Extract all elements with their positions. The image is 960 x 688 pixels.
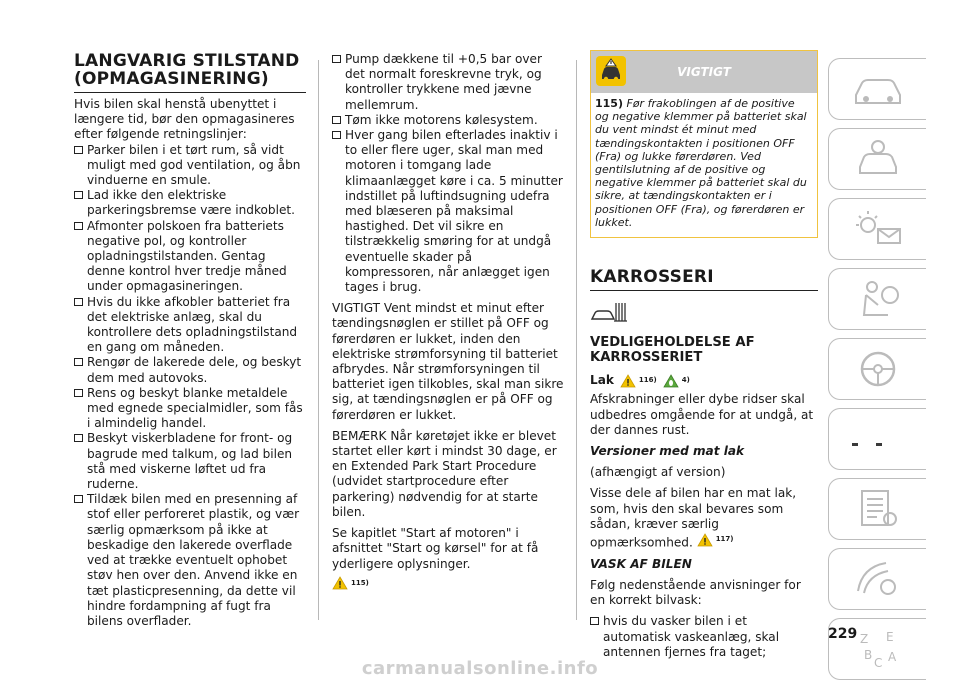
column-divider bbox=[318, 60, 319, 620]
important-box-title: VIGTIGT bbox=[677, 65, 731, 79]
section-title-body: KARROSSERI bbox=[590, 268, 818, 291]
tab-warning-lights[interactable] bbox=[828, 198, 926, 260]
steering-wheel-icon bbox=[842, 345, 914, 393]
chapter-tabs bbox=[828, 58, 926, 688]
car-wash-icon bbox=[590, 301, 628, 325]
column-divider bbox=[576, 60, 577, 620]
checkbox-bullet-icon bbox=[590, 617, 599, 625]
checkbox-bullet-icon bbox=[74, 222, 83, 230]
tab-service[interactable] bbox=[828, 408, 926, 470]
svg-text:B: B bbox=[863, 648, 872, 662]
airbag-seat-icon bbox=[842, 275, 914, 323]
car-wash-symbol bbox=[590, 301, 818, 329]
warning-reference[interactable] bbox=[332, 576, 564, 595]
svg-text:C: C bbox=[873, 656, 882, 670]
column-left bbox=[74, 52, 306, 629]
column-middle bbox=[332, 52, 564, 595]
checkbox-bullet-icon bbox=[74, 389, 83, 397]
checkbox-bullet-icon bbox=[332, 131, 341, 139]
paint-text: Afskrabninger eller dybe ridser skal udbedres omgående for at undgå, at der dannes rust. bbox=[590, 392, 814, 437]
checkbox-bullet-icon bbox=[74, 191, 83, 199]
warning-triangle-icon bbox=[332, 576, 348, 590]
dashboard-icon bbox=[842, 65, 914, 113]
watermark-text: carmanualsonline.info bbox=[361, 658, 599, 679]
section-title-storage: LANGVARIG STILSTAND (OPMAGASINERING) bbox=[74, 52, 306, 93]
important-box-body bbox=[591, 93, 817, 237]
tab-seats[interactable] bbox=[828, 268, 926, 330]
wash-heading: VASK AF BILEN bbox=[590, 556, 692, 571]
checkbox-bullet-icon bbox=[74, 298, 83, 306]
list-item: Pump dækkene til +0,5 bar over det normalt foreskrevne tryk, og kontroller trykkene med jævne mellemrum. bbox=[332, 52, 564, 113]
tab-safety[interactable] bbox=[828, 128, 926, 190]
matte-heading: Versioner med mat lak bbox=[590, 444, 745, 459]
svg-text:Z: Z bbox=[859, 632, 868, 646]
checkbox-bullet-icon bbox=[332, 116, 341, 124]
checkbox-bullet-icon bbox=[74, 358, 83, 366]
warning-reference[interactable]: 117) bbox=[697, 532, 734, 547]
technical-data-icon bbox=[842, 485, 914, 533]
list-item: Rens og beskyt blanke metaldele med egnede specialmidler, som fås i almindelig handel. bbox=[74, 386, 306, 432]
list-item: Lad ikke den elektriske parkeringsbremse være indkoblet. bbox=[74, 188, 306, 218]
matte-text: Visse dele af bilen har en mat lak, som, hvis den skal bevares som sådan, kræver særlig opmærksomhed. 117) bbox=[590, 486, 797, 550]
important-box bbox=[590, 50, 818, 238]
environment-reference[interactable]: 4) bbox=[663, 373, 690, 388]
car-safety-icon bbox=[842, 135, 914, 183]
important-note-text: VIGTIGT Vent mindst et minut efter tændingsnøglen er stillet på OFF og førerdøren er lukket, inden den elektriske strømforsyning til batteriet afbrydes. Når strømforsyningen til batteriet igen tilkobles, skal man sikre sig, at tændingsnøglen er på OFF og førerdøren er lukket. bbox=[332, 301, 564, 422]
warning-triangle-icon bbox=[620, 374, 636, 388]
tab-multimedia[interactable] bbox=[828, 548, 926, 610]
reference-text: Se kapitlet "Start af motoren" i afsnittet "Start og kørsel" for at få yderligere oplysninger. bbox=[332, 526, 539, 571]
warning-ref-number: 115) bbox=[351, 578, 369, 587]
paint-heading bbox=[590, 373, 818, 388]
svg-text:A: A bbox=[887, 650, 896, 664]
list-item: Parker bilen i et tørt rum, så vidt muligt med god ventilation, og åbn vinduerne en smule. bbox=[74, 143, 306, 189]
subsection-title: VEDLIGEHOLDELSE AF KARROSSERIET bbox=[590, 335, 755, 366]
checkbox-bullet-icon bbox=[74, 146, 83, 154]
intro-text: Hvis bilen skal henstå ubenyttet i længere tid, bør den opmagasineres efter følgende retningslinjer: bbox=[74, 97, 295, 142]
checkbox-bullet-icon bbox=[74, 434, 83, 442]
page-number: 229 bbox=[828, 626, 858, 642]
warning-triangle-icon bbox=[697, 533, 713, 547]
column-right bbox=[590, 52, 818, 660]
list-item: Hver gang bilen efterlades inaktiv i to eller flere uger, skal man med motoren i tomgang lade klimaanlægget køre i ca. 5 minutter indstillet på luftindsugning udefra med blæseren på maksimal hastighed. Det vil sikre en tilstrækkelig smøring for at undgå eventuelle skader på kompressoren, når anlægget igen tages i brug. bbox=[332, 128, 564, 295]
checkbox-bullet-icon bbox=[332, 55, 341, 63]
list-item: hvis du vasker bilen i et automatisk vaskeanlæg, skal antennen fjernes fra taget; bbox=[590, 614, 818, 660]
multimedia-icon bbox=[842, 555, 914, 603]
tab-dashboard[interactable] bbox=[828, 58, 926, 120]
important-text: Før frakoblingen af de positive og negative klemmer på batteriet skal du vent mindst ét minut med tændingskontakten i positionen OFF (Fra) og lukke førerdøren. Ved gentilslutning af de positive og negative klemmer på batteriet skal du sikre, at tændingskontakten er i positionen OFF (Fra), og førerdøren er lukket. bbox=[595, 97, 807, 229]
list-item: Rengør de lakerede dele, og beskyt dem med autovoks. bbox=[74, 355, 306, 385]
list-item: Tildæk bilen med en presenning af stof eller perforeret plastik, og vær særlig opmærksom på ikke at beskadige den lakerede overflade ved at trække eventuelt ophobet støv hen over den. Anvend ikke en tæt plasticpresenning, da dette vil hindre fordampning af fugt fra bilens overflader. bbox=[74, 492, 306, 629]
list-item: Beskyt viskerbladene for front- og bagrude med talkum, og lad bilen stå med viskerne løftet ud fra ruderne. bbox=[74, 431, 306, 492]
important-box-header bbox=[591, 51, 817, 93]
environment-leaf-icon bbox=[663, 374, 679, 388]
important-number: 115) bbox=[595, 97, 623, 110]
tab-technical-data[interactable] bbox=[828, 478, 926, 540]
tab-steering[interactable] bbox=[828, 338, 926, 400]
checkbox-bullet-icon bbox=[74, 495, 83, 503]
svg-text:E: E bbox=[885, 630, 894, 644]
note-text: BEMÆRK Når køretøjet ikke er blevet startet eller kørt i mindst 30 dage, er en Extended Park Start Procedure (udvidet startprocedure efter parkering) nødvendig for at starte bilen. bbox=[332, 428, 557, 519]
list-item: Hvis du ikke afkobler batteriet fra det elektriske anlæg, skal du kontrollere dets opladningstilstand en gang om måneden. bbox=[74, 295, 306, 356]
matte-version-text: (afhængigt af version) bbox=[590, 465, 726, 480]
list-item: Afmonter polskoen fra batteriets negative pol, og kontroller opladningstilstanden. Gentag denne kontrol hver tredje måned under opmagasineringen. bbox=[74, 219, 306, 295]
wash-text: Følg nedenstående anvisninger for en korrekt bilvask: bbox=[590, 578, 801, 608]
warning-lights-icon bbox=[842, 205, 914, 253]
list-item: Tøm ikke motorens kølesystem. bbox=[332, 113, 564, 128]
paint-label: Lak bbox=[590, 373, 614, 388]
car-wrench-icon bbox=[842, 415, 914, 463]
warning-reference[interactable]: 116) bbox=[620, 373, 657, 388]
